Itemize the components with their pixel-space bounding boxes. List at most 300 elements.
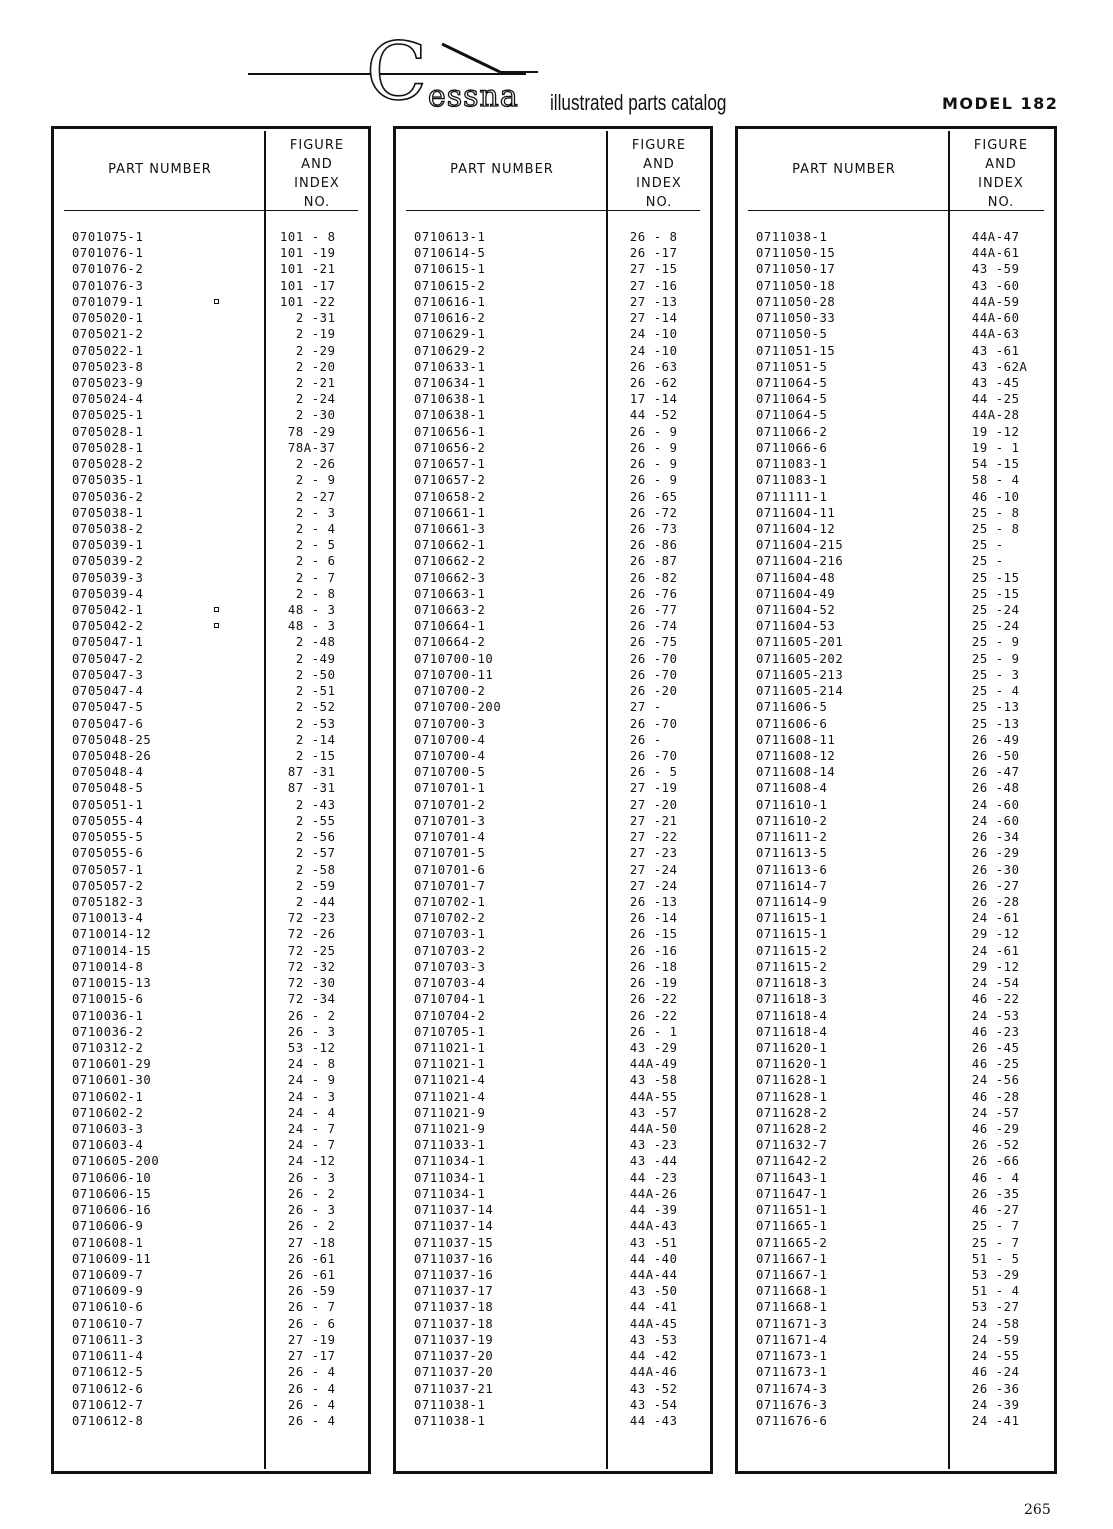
table-row <box>396 699 710 715</box>
part-number: 0711665-1 <box>756 1219 828 1234</box>
part-number: 0711610-2 <box>756 813 828 828</box>
figure-index: 26 -61 <box>280 1251 336 1266</box>
figure-index: 78 -29 <box>280 424 336 439</box>
part-number: 0710703-1 <box>414 927 486 942</box>
part-number: 0711604-49 <box>756 586 836 601</box>
figure-index: 26 -52 <box>964 1138 1020 1153</box>
parts-column-2 <box>393 126 713 1474</box>
figure-index: 26 - 6 <box>280 1316 336 1331</box>
part-number: 0710036-2 <box>72 1024 144 1039</box>
table-row <box>54 1170 368 1186</box>
table-row <box>738 1218 1054 1234</box>
table-row <box>738 391 1054 407</box>
table-row <box>396 732 710 748</box>
part-number: 0711615-1 <box>756 927 828 942</box>
part-number: 0711021-4 <box>414 1089 486 1104</box>
table-row <box>738 1137 1054 1153</box>
figure-index: 44 -52 <box>622 408 678 423</box>
table-row <box>396 602 710 618</box>
table-row <box>738 975 1054 991</box>
figure-index: 53 -29 <box>964 1268 1020 1282</box>
table-row <box>396 537 710 553</box>
part-number: 0711083-1 <box>756 473 828 488</box>
part-number: 0705182-3 <box>72 894 144 909</box>
table-row <box>738 505 1054 521</box>
table-row <box>54 1153 368 1169</box>
table-row <box>54 602 368 618</box>
table-row <box>738 278 1054 294</box>
figure-index: 25 - 8 <box>964 521 1020 536</box>
table-row <box>54 748 368 764</box>
figure-index: 26 -28 <box>964 894 1020 909</box>
table-row <box>54 1397 368 1413</box>
part-number: 0711037-14 <box>414 1203 494 1218</box>
figure-index: 46 -23 <box>964 1024 1020 1039</box>
figure-index: 19 -12 <box>964 424 1020 439</box>
part-number: 0711668-1 <box>756 1300 828 1315</box>
part-number: 0711605-202 <box>756 651 844 666</box>
table-row <box>396 1105 710 1121</box>
part-number: 0711037-19 <box>414 1332 494 1347</box>
figure-index: 44A-26 <box>622 1186 678 1201</box>
part-number: 0710701-3 <box>414 813 486 828</box>
figure-index: 26 - <box>622 732 662 747</box>
table-row <box>738 618 1054 634</box>
table-row <box>738 1186 1054 1202</box>
column-header <box>396 129 710 215</box>
figure-index: 24 - 9 <box>280 1073 336 1088</box>
table-row <box>54 667 368 683</box>
part-number: 0711608-4 <box>756 781 828 796</box>
parts-column-3 <box>735 126 1057 1474</box>
figure-index: 46 - 4 <box>964 1170 1020 1185</box>
figure-index: 2 -43 <box>280 797 336 812</box>
part-number: 0710702-1 <box>414 894 486 909</box>
figure-index: 44A-60 <box>964 311 1020 326</box>
table-row <box>396 813 710 829</box>
table-row <box>54 1316 368 1332</box>
part-number: 0711676-6 <box>756 1413 828 1428</box>
table-row <box>396 553 710 569</box>
figure-index: 24 - 8 <box>280 1057 336 1072</box>
part-number: 0710614-5 <box>414 246 486 261</box>
part-number: 0705028-2 <box>72 457 144 472</box>
table-row <box>54 1121 368 1137</box>
part-number: 0710606-15 <box>72 1186 152 1201</box>
figure-index: 44A-45 <box>622 1316 678 1331</box>
part-number: 0705047-3 <box>72 667 144 682</box>
figure-index: 24 -61 <box>964 911 1020 926</box>
part-number: 0710612-5 <box>72 1365 144 1380</box>
table-row <box>738 732 1054 748</box>
table-row <box>396 764 710 780</box>
part-number: 0711674-3 <box>756 1381 828 1396</box>
part-number: 0710657-1 <box>414 457 486 472</box>
figure-index: 43 -50 <box>622 1284 678 1299</box>
table-row <box>738 943 1054 959</box>
table-row <box>54 1024 368 1040</box>
table-row <box>396 261 710 277</box>
table-row <box>738 845 1054 861</box>
part-number: 0711604-215 <box>756 538 844 553</box>
part-number: 0705023-8 <box>72 359 144 374</box>
figure-index: 26 -17 <box>622 246 678 261</box>
part-number: 0711620-1 <box>756 1040 828 1055</box>
part-number: 0705039-3 <box>72 570 144 585</box>
figure-index: 43 -51 <box>622 1235 678 1250</box>
table-row <box>396 1381 710 1397</box>
table-row <box>54 1413 368 1429</box>
part-number: 0711615-1 <box>756 911 828 926</box>
table-row <box>738 1056 1054 1072</box>
table-row <box>396 683 710 699</box>
part-number: 0711050-28 <box>756 294 836 309</box>
table-row <box>54 1348 368 1364</box>
figure-index: 44 -39 <box>622 1203 678 1218</box>
figure-index: 43 -23 <box>622 1138 678 1153</box>
part-number: 0710638-1 <box>414 392 486 407</box>
part-number: 0710606-10 <box>72 1170 152 1185</box>
table-row <box>738 1153 1054 1169</box>
figure-index: 46 -22 <box>964 992 1020 1007</box>
table-row <box>738 878 1054 894</box>
table-row <box>396 797 710 813</box>
figure-index: 27 -20 <box>622 797 678 812</box>
parts-list <box>54 229 368 1429</box>
figure-index: 2 -49 <box>280 651 336 666</box>
figure-index: 44A-28 <box>964 408 1020 423</box>
figure-index: 2 - 7 <box>280 570 336 585</box>
swoosh-icon <box>440 38 540 78</box>
table-row <box>54 456 368 472</box>
table-row <box>396 1137 710 1153</box>
table-row <box>738 586 1054 602</box>
table-row <box>738 359 1054 375</box>
figure-index: 26 -45 <box>964 1040 1020 1055</box>
figure-index: 46 -25 <box>964 1057 1020 1072</box>
part-number: 0711606-5 <box>756 700 828 715</box>
figure-index-header: FIGURE AND INDEX NO. <box>631 138 687 210</box>
table-row <box>396 926 710 942</box>
figure-index: 27 -23 <box>622 846 678 861</box>
figure-index: 43 -57 <box>622 1105 678 1120</box>
table-row <box>54 1235 368 1251</box>
table-row <box>54 521 368 537</box>
part-number: 0710602-2 <box>72 1105 144 1120</box>
part-number: 0710703-4 <box>414 976 486 991</box>
figure-index: 26 -50 <box>964 749 1020 763</box>
table-row <box>738 1332 1054 1348</box>
figure-index: 26 -76 <box>622 586 678 601</box>
figure-index: 2 -15 <box>280 749 336 763</box>
table-row <box>396 1186 710 1202</box>
figure-index: 44 -23 <box>622 1170 678 1185</box>
part-number-header: PART NUMBER <box>450 162 554 177</box>
table-row <box>54 926 368 942</box>
table-row <box>54 634 368 650</box>
table-row <box>396 505 710 521</box>
table-row <box>738 780 1054 796</box>
table-row <box>396 1348 710 1364</box>
figure-index: 43 -44 <box>622 1154 678 1169</box>
figure-index: 26 -22 <box>622 1008 678 1023</box>
part-number: 0711632-7 <box>756 1138 828 1153</box>
figure-index: 26 -63 <box>622 359 678 374</box>
figure-index: 27 -22 <box>622 830 678 845</box>
part-number: 0710610-7 <box>72 1316 144 1331</box>
table-row <box>54 278 368 294</box>
figure-index: 43 -45 <box>964 375 1020 390</box>
part-number: 0705028-1 <box>72 440 144 455</box>
part-number: 0710014-8 <box>72 959 144 974</box>
figure-index: 26 -49 <box>964 732 1020 747</box>
table-row <box>738 1008 1054 1024</box>
figure-index: 27 -24 <box>622 862 678 877</box>
page-number: 265 <box>1024 1502 1051 1518</box>
part-number: 0711037-20 <box>414 1349 494 1364</box>
part-number: 0705028-1 <box>72 424 144 439</box>
figure-index: 24 -10 <box>622 343 678 358</box>
part-number: 0711611-2 <box>756 830 828 845</box>
table-row <box>54 1040 368 1056</box>
part-number: 0705055-5 <box>72 830 144 845</box>
square-marker-icon <box>214 607 219 612</box>
part-number: 0710663-1 <box>414 586 486 601</box>
table-row <box>738 1348 1054 1364</box>
table-row <box>738 472 1054 488</box>
part-number: 0711608-11 <box>756 732 836 747</box>
part-number: 0710014-12 <box>72 927 152 942</box>
table-row <box>54 586 368 602</box>
part-number: 0711038-1 <box>414 1397 486 1412</box>
part-number: 0705047-2 <box>72 651 144 666</box>
part-number: 0710663-2 <box>414 603 486 618</box>
part-number: 0710036-1 <box>72 1008 144 1023</box>
table-row <box>54 862 368 878</box>
table-row <box>54 261 368 277</box>
figure-index: 72 -30 <box>280 976 336 991</box>
part-number: 0711064-5 <box>756 375 828 390</box>
figure-index: 26 -70 <box>622 667 678 682</box>
part-number: 0710700-11 <box>414 667 494 682</box>
table-row <box>54 489 368 505</box>
part-number: 0711615-2 <box>756 943 828 958</box>
table-row <box>54 294 368 310</box>
part-number: 0701076-1 <box>72 246 144 261</box>
part-number: 0711605-213 <box>756 667 844 682</box>
part-number: 0701076-2 <box>72 262 144 277</box>
table-row <box>54 472 368 488</box>
figure-index: 27 -14 <box>622 311 678 326</box>
part-number: 0710633-1 <box>414 359 486 374</box>
figure-index: 25 - <box>964 538 1004 553</box>
figure-index: 26 -47 <box>964 765 1020 780</box>
part-number: 0710662-2 <box>414 554 486 569</box>
table-row <box>738 521 1054 537</box>
table-row <box>54 1137 368 1153</box>
table-row <box>396 407 710 423</box>
part-number: 0705022-1 <box>72 343 144 358</box>
table-row <box>54 326 368 342</box>
part-number: 0711037-18 <box>414 1316 494 1331</box>
table-row <box>54 1008 368 1024</box>
figure-index-header: FIGURE AND INDEX NO. <box>973 138 1029 210</box>
table-row <box>396 894 710 910</box>
part-number: 0710014-15 <box>72 943 152 958</box>
part-number: 0710661-3 <box>414 521 486 536</box>
table-row <box>738 1235 1054 1251</box>
part-number: 0710701-2 <box>414 797 486 812</box>
table-row <box>54 245 368 261</box>
table-row <box>396 780 710 796</box>
table-row <box>738 1316 1054 1332</box>
figure-index: 26 -15 <box>622 927 678 942</box>
table-row <box>738 1364 1054 1380</box>
part-number: 0710601-30 <box>72 1073 152 1088</box>
part-number: 0710664-1 <box>414 619 486 634</box>
table-row <box>738 829 1054 845</box>
part-number: 0711667-1 <box>756 1251 828 1266</box>
part-number: 0711671-3 <box>756 1316 828 1331</box>
figure-index: 27 -19 <box>622 781 678 796</box>
part-number: 0701076-3 <box>72 278 144 293</box>
part-number: 0705024-4 <box>72 392 144 407</box>
figure-index: 25 - 8 <box>964 505 1020 520</box>
table-row <box>396 1283 710 1299</box>
table-row <box>396 845 710 861</box>
table-row <box>738 910 1054 926</box>
part-number: 0711618-3 <box>756 992 828 1007</box>
part-number: 0710701-1 <box>414 781 486 796</box>
figure-index: 44 -25 <box>964 392 1020 407</box>
table-row <box>738 343 1054 359</box>
table-row <box>738 424 1054 440</box>
part-number: 0711642-2 <box>756 1154 828 1169</box>
part-number: 0711111-1 <box>756 489 828 504</box>
figure-index: 2 - 4 <box>280 521 336 536</box>
figure-index: 44A-49 <box>622 1057 678 1072</box>
part-number: 0711083-1 <box>756 457 828 472</box>
table-row <box>54 505 368 521</box>
part-number: 0711050-33 <box>756 311 836 326</box>
figure-index: 44 -43 <box>622 1413 678 1428</box>
part-number: 0711050-17 <box>756 262 836 277</box>
table-row <box>396 878 710 894</box>
figure-index: 101 -19 <box>280 246 336 261</box>
table-row <box>738 310 1054 326</box>
table-row <box>738 1202 1054 1218</box>
part-number: 0711668-1 <box>756 1284 828 1299</box>
part-number: 0710312-2 <box>72 1040 144 1055</box>
figure-index: 2 -27 <box>280 489 336 504</box>
table-row <box>396 278 710 294</box>
figure-index: 72 -25 <box>280 943 336 958</box>
part-number: 0711605-214 <box>756 684 844 699</box>
table-row <box>54 1381 368 1397</box>
table-row <box>396 1413 710 1429</box>
table-row <box>738 1381 1054 1397</box>
part-number: 0711050-18 <box>756 278 836 293</box>
figure-index: 27 -21 <box>622 813 678 828</box>
table-row <box>738 667 1054 683</box>
table-row <box>396 1299 710 1315</box>
table-row <box>396 829 710 845</box>
part-number: 0710703-3 <box>414 959 486 974</box>
table-row <box>396 1202 710 1218</box>
table-row <box>54 894 368 910</box>
figure-index: 24 - 7 <box>280 1138 336 1153</box>
figure-index: 46 -24 <box>964 1365 1020 1380</box>
part-number: 0711618-4 <box>756 1008 828 1023</box>
part-number: 0710700-10 <box>414 651 494 666</box>
part-number: 0710602-1 <box>72 1089 144 1104</box>
figure-index: 26 -86 <box>622 538 678 553</box>
figure-index: 46 -29 <box>964 1122 1020 1137</box>
part-number: 0710656-1 <box>414 424 486 439</box>
table-row <box>54 359 368 375</box>
figure-index: 26 - 9 <box>622 440 678 455</box>
part-number: 0711628-1 <box>756 1073 828 1088</box>
table-row <box>54 618 368 634</box>
part-number: 0711647-1 <box>756 1186 828 1201</box>
table-row <box>396 1121 710 1137</box>
part-number: 0711050-15 <box>756 246 836 261</box>
part-number: 0711613-6 <box>756 862 828 877</box>
figure-index: 43 -53 <box>622 1332 678 1347</box>
figure-index: 2 -31 <box>280 311 336 326</box>
part-number: 0710612-6 <box>72 1381 144 1396</box>
figure-index: 24 - 4 <box>280 1105 336 1120</box>
part-number: 0705048-25 <box>72 732 152 747</box>
figure-index: 26 - 2 <box>280 1219 336 1234</box>
part-number: 0710700-3 <box>414 716 486 731</box>
figure-index: 19 - 1 <box>964 440 1020 455</box>
table-row <box>54 229 368 245</box>
figure-index: 101 -22 <box>280 294 336 309</box>
table-row <box>54 375 368 391</box>
part-number: 0711614-9 <box>756 894 828 909</box>
part-number: 0710701-7 <box>414 878 486 893</box>
figure-index: 27 -13 <box>622 294 678 309</box>
figure-index: 26 -87 <box>622 554 678 569</box>
table-row <box>738 602 1054 618</box>
part-number: 0710702-2 <box>414 911 486 926</box>
part-number: 0705038-1 <box>72 505 144 520</box>
figure-index: 43 -52 <box>622 1381 678 1396</box>
figure-index: 26 -16 <box>622 943 678 958</box>
figure-index: 2 -59 <box>280 878 336 893</box>
figure-index: 26 -72 <box>622 505 678 520</box>
table-row <box>396 991 710 1007</box>
model-label: MODEL 182 <box>942 94 1059 113</box>
part-number: 0710701-5 <box>414 846 486 861</box>
table-row <box>396 1170 710 1186</box>
table-row <box>396 618 710 634</box>
table-row <box>738 683 1054 699</box>
table-row <box>738 1072 1054 1088</box>
figure-index: 43 -58 <box>622 1073 678 1088</box>
figure-index: 27 -18 <box>280 1235 336 1250</box>
figure-index: 2 - 9 <box>280 473 336 488</box>
figure-index: 24 -59 <box>964 1332 1020 1347</box>
part-number: 0710615-1 <box>414 262 486 277</box>
part-number: 0710658-2 <box>414 489 486 504</box>
header-rule <box>64 210 358 211</box>
figure-index: 72 -32 <box>280 959 336 974</box>
part-number: 0711038-1 <box>414 1413 486 1428</box>
table-row <box>54 878 368 894</box>
table-row <box>396 440 710 456</box>
